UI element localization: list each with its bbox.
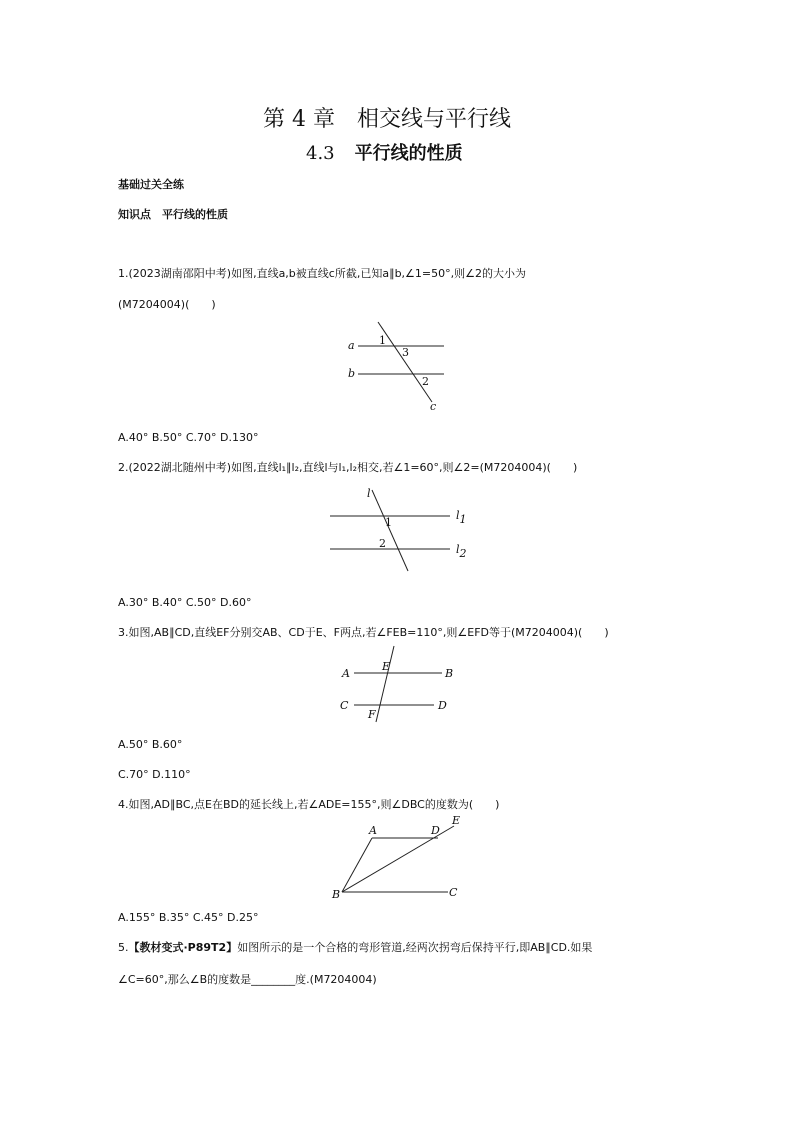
line-ef	[376, 646, 394, 722]
question-5-line2: ∠C=60°,那么∠B的度数是________度.(M7204004)	[118, 973, 377, 986]
label-c: c	[430, 400, 437, 413]
line-c	[378, 322, 432, 402]
question-1-options: A.40° B.50° C.70° D.130°	[118, 431, 259, 444]
label-C: C	[449, 886, 458, 899]
question-2-line1: 2.(2022湖北随州中考)如图,直线l₁∥l₂,直线l与l₁,l₂相交,若∠1=60°,则∠2=(M7204004)( )	[118, 461, 578, 474]
section-name: 平行线的性质	[354, 143, 463, 164]
angle-2-label: 2	[422, 375, 429, 388]
label-B: B	[332, 888, 341, 901]
knowledge-point: 知识点 平行线的性质	[118, 208, 228, 221]
label-C: C	[340, 699, 349, 712]
label-l: l	[367, 487, 371, 500]
chapter-title: 第 4 章 相交线与平行线	[263, 107, 511, 132]
angle-1-label: 1	[379, 334, 386, 347]
label-D: D	[438, 699, 447, 712]
question-3-figure	[336, 644, 466, 724]
question-4-options: A.155° B.35° C.45° D.25°	[118, 911, 259, 924]
label-E: E	[382, 660, 391, 673]
question-5-line1	[118, 940, 592, 956]
label-B: B	[445, 667, 454, 680]
label-l2: l2	[456, 543, 467, 560]
question-3-options-line1: A.50° B.60°	[118, 738, 183, 751]
label-l1: l1	[456, 509, 467, 526]
angle-2-label: 2	[379, 537, 386, 550]
label-E: E	[452, 814, 461, 827]
question-2-options: A.30° B.40° C.50° D.60°	[118, 596, 252, 609]
line-ab	[342, 838, 372, 892]
question-3-line1: 3.如图,AB∥CD,直线EF分别交AB、CD于E、F两点,若∠FEB=110°,则∠EFD等于(M7204004)( )	[118, 626, 609, 639]
section-title	[306, 139, 463, 165]
section-number: 4.3	[306, 143, 335, 164]
label-F: F	[368, 708, 376, 721]
label-A: A	[369, 824, 377, 837]
label-a: a	[348, 339, 355, 352]
label-A: A	[342, 667, 350, 680]
question-4-figure	[328, 812, 468, 904]
question-1-figure	[340, 318, 450, 414]
question-3-options-line2: C.70° D.110°	[118, 768, 191, 781]
angle-3-label: 3	[402, 346, 409, 359]
exercise-heading: 基础过关全练	[118, 178, 184, 191]
line-l	[372, 490, 408, 571]
label-D: D	[431, 824, 440, 837]
textbook-variant-tag: 【教材变式·P89T2】	[128, 941, 238, 954]
question-4-line1: 4.如图,AD∥BC,点E在BD的延长线上,若∠ADE=155°,则∠DBC的度数为( )	[118, 798, 500, 811]
question-1-line2: (M7204004)( )	[118, 298, 216, 311]
question-5-number: 5.	[118, 941, 129, 954]
question-2-figure	[326, 485, 476, 575]
angle-1-label: 1	[385, 516, 392, 529]
label-b: b	[348, 367, 356, 380]
question-5-stem: 如图所示的是一个合格的弯形管道,经两次拐弯后保持平行,即AB∥CD.如果	[237, 941, 593, 954]
question-1-line1: 1.(2023湖南邵阳中考)如图,直线a,b被直线c所截,已知a∥b,∠1=50°,则∠2的大小为	[118, 267, 526, 280]
